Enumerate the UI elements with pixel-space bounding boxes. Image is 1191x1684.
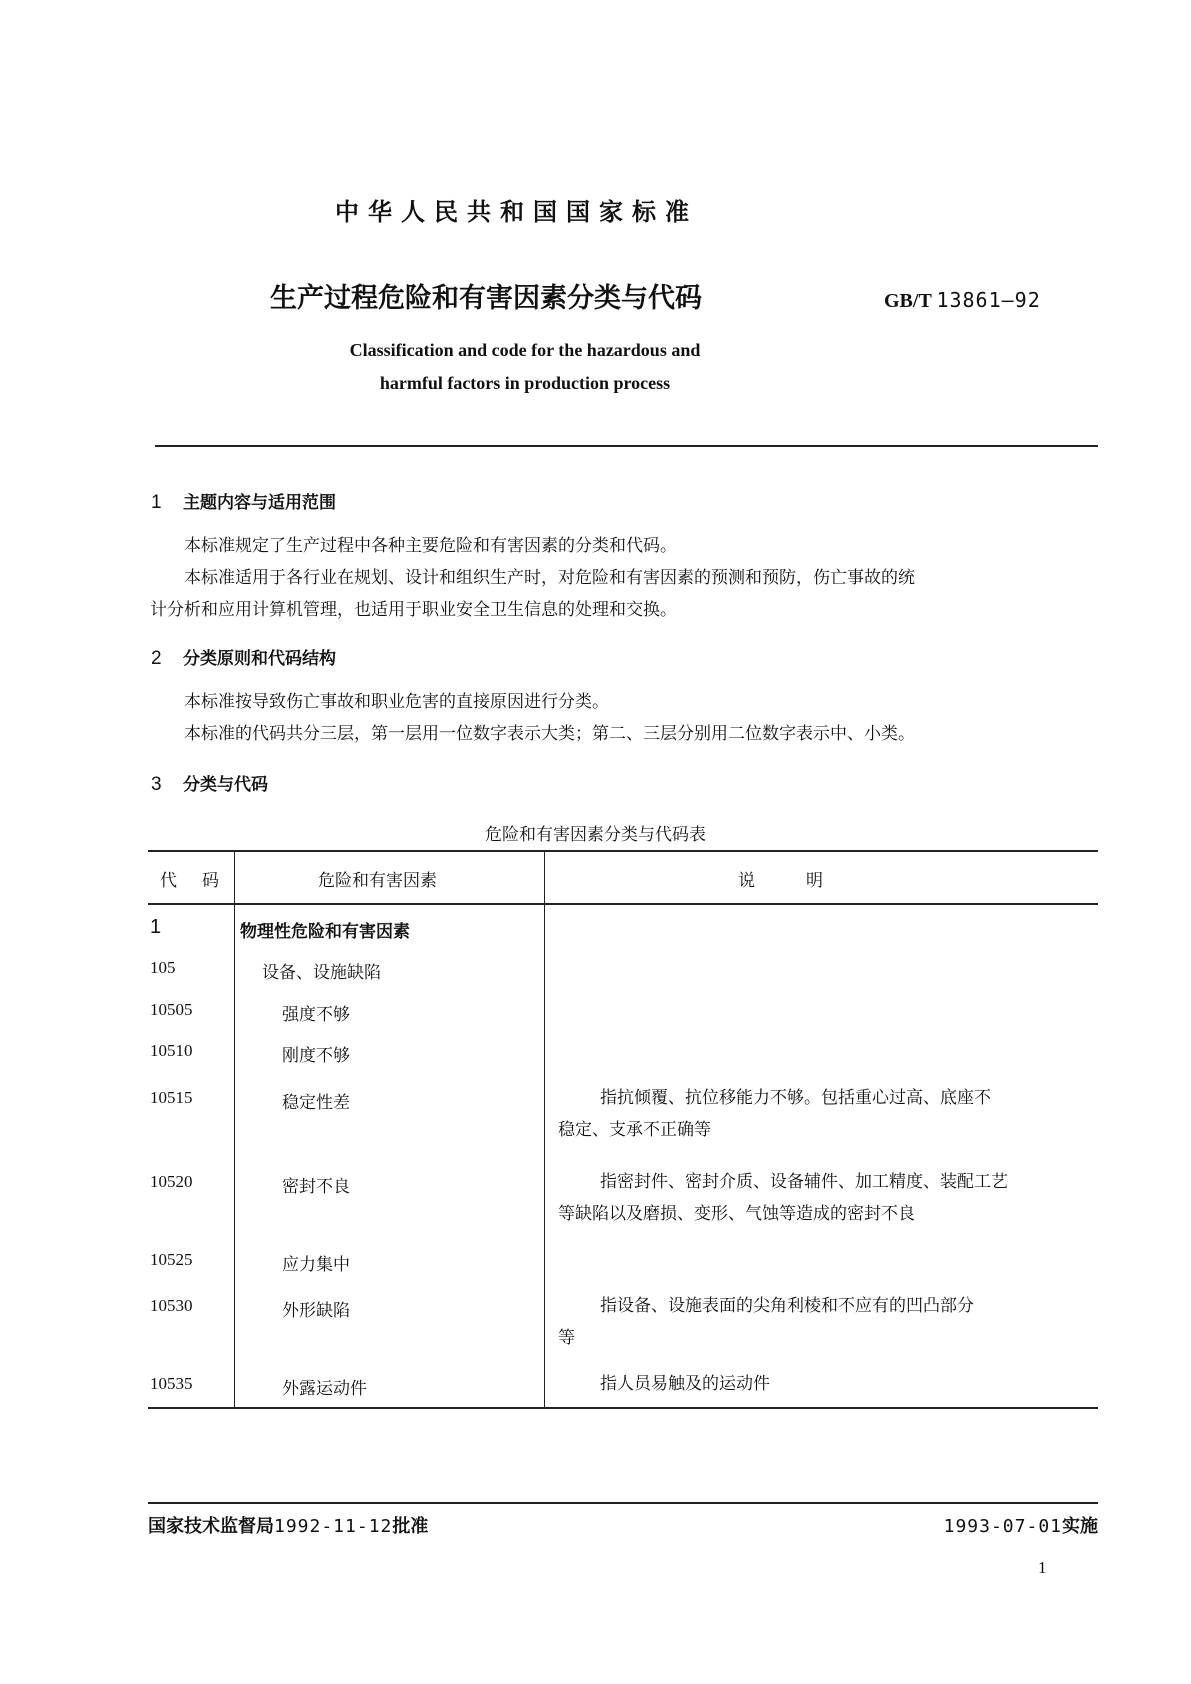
row-description [558, 1166, 1058, 1230]
table-bottom-rule [148, 1407, 1098, 1409]
row-code: 10515 [150, 1088, 193, 1107]
table-top-rule [148, 850, 1098, 852]
description-line: 等 [558, 1328, 575, 1348]
header-divider [155, 445, 1098, 447]
description-line: 稳定、支承不正确等 [558, 1120, 711, 1140]
paragraph: 本标准按导致伤亡事故和职业危害的直接原因进行分类。 [184, 692, 609, 712]
section-2-heading [151, 644, 336, 670]
column-divider [234, 850, 235, 1407]
footer-divider [148, 1502, 1098, 1504]
approval-label: 批准 [392, 1516, 429, 1537]
page-number: 1 [1038, 1558, 1047, 1577]
paragraph: 本标准的代码共分三层，第一层用一位数字表示大类；第二、三层分别用二位数字表示中、小类。 [184, 724, 915, 744]
row-factor: 外形缺陷 [282, 1301, 350, 1321]
row-code: 10510 [150, 1041, 193, 1060]
section-3-heading [151, 770, 268, 796]
row-factor: 外露运动件 [282, 1379, 367, 1399]
paragraph-continuation: 计分析和应用计算机管理，也适用于职业安全卫生信息的处理和交换。 [150, 600, 677, 620]
row-code: 105 [150, 958, 176, 977]
section-title: 分类原则和代码结构 [183, 649, 336, 669]
row-code: 10530 [150, 1296, 193, 1315]
header-factor: 危险和有害因素 [318, 871, 437, 891]
row-description [558, 1290, 1058, 1354]
row-code: 10505 [150, 1000, 193, 1019]
row-description [558, 1082, 1058, 1146]
approval-org: 国家技术监督局 [148, 1516, 274, 1537]
row-factor: 强度不够 [282, 1005, 350, 1025]
standard-prefix: GB/T [884, 290, 932, 312]
section-number: 2 [151, 648, 162, 669]
description-line: 指密封件、密封介质、设备辅件、加工精度、装配工艺 [600, 1172, 1008, 1192]
effective-label: 实施 [1062, 1516, 1098, 1537]
row-code: 10525 [150, 1250, 193, 1269]
table-header-rule [148, 903, 1098, 905]
effective-info [944, 1512, 1098, 1538]
row-factor: 物理性危险和有害因素 [240, 922, 410, 942]
row-description [558, 1368, 1058, 1400]
table-caption: 危险和有害因素分类与代码表 [485, 825, 706, 845]
description-line: 指抗倾覆、抗位移能力不够。包括重心过高、底座不 [600, 1088, 991, 1108]
effective-date: 1993-07-01 [943, 1516, 1062, 1537]
section-title: 主题内容与适用范围 [183, 493, 336, 513]
row-factor: 稳定性差 [282, 1093, 350, 1113]
standard-number [884, 288, 1041, 313]
section-1-heading [151, 488, 336, 514]
approval-info [148, 1512, 428, 1538]
approval-date: 1992-11-12 [274, 1516, 393, 1537]
row-factor: 应力集中 [282, 1255, 350, 1275]
row-factor: 密封不良 [282, 1177, 350, 1197]
document-title-cn: 生产过程危险和有害因素分类与代码 [270, 283, 702, 314]
row-code: 10520 [150, 1172, 193, 1191]
row-factor: 刚度不够 [282, 1046, 350, 1066]
section-1-body [150, 530, 1070, 626]
section-title: 分类与代码 [183, 775, 268, 795]
description-line: 等缺陷以及磨损、变形、气蚀等造成的密封不良 [558, 1204, 915, 1224]
description-line: 指设备、设施表面的尖角利棱和不应有的凹凸部分 [600, 1296, 974, 1316]
row-factor: 设备、设施缺陷 [262, 963, 381, 983]
description-line: 指人员易触及的运动件 [600, 1374, 770, 1394]
document-title-en-line2: harmful factors in production process [379, 373, 671, 393]
header-code: 代 码 [160, 871, 223, 891]
document-title-en-line1: Classification and code for the hazardous and [349, 340, 701, 360]
row-code: 10535 [150, 1374, 193, 1393]
header-description: 说 明 [738, 871, 823, 891]
paragraph: 本标准适用于各行业在规划、设计和组织生产时，对危险和有害因素的预测和预防，伤亡事故的统 [184, 568, 915, 588]
column-divider [544, 850, 545, 1407]
standard-code: 13861—92 [936, 288, 1041, 312]
section-number: 1 [151, 492, 162, 513]
section-2-body [150, 686, 1070, 750]
paragraph: 本标准规定了生产过程中各种主要危险和有害因素的分类和代码。 [184, 536, 677, 556]
section-number: 3 [151, 774, 162, 795]
row-code: 1 [150, 916, 162, 938]
national-standard-text: 中华人民共和国国家标准 [335, 198, 698, 226]
